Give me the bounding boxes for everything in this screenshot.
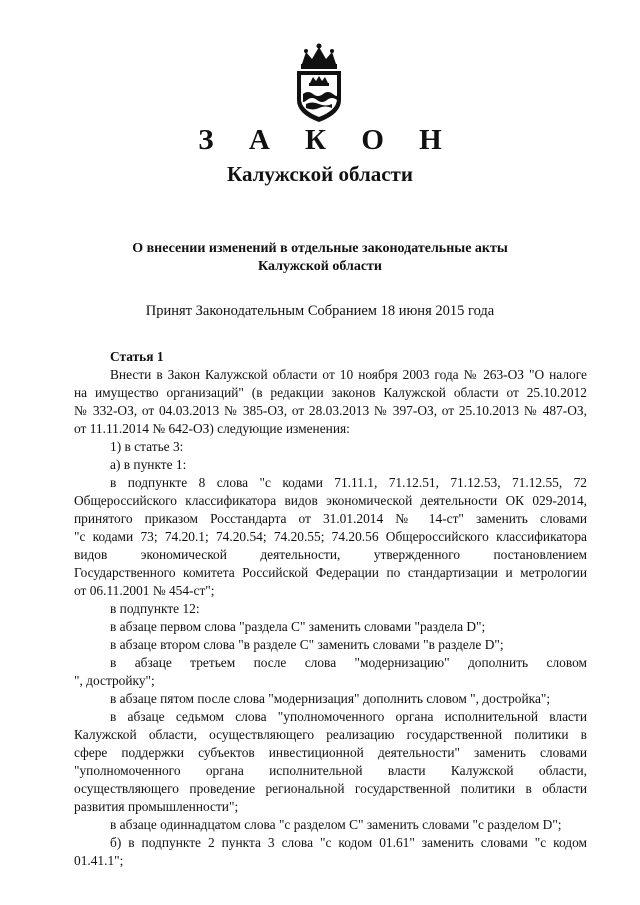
- body-line: Внести в Закон Калужской области от 10 ноября 2003 года № 263-ОЗ "О налоге: [110, 367, 587, 382]
- body-line: в подпункте 8 слова "с кодами 71.11.1, 71.12.51, 71.12.53, 71.12.55, 72: [110, 475, 587, 490]
- body-line: 01.41.1";: [74, 853, 124, 868]
- body-line: от 06.11.2001 № 454-ст";: [74, 583, 215, 598]
- body-line: сфере поддержки субъектов инвестиционной деятельности" заменить словами: [74, 745, 587, 760]
- body-line: б) в подпункте 2 пункта 3 слова "с кодом 01.61" заменить словами "с кодом: [110, 835, 587, 850]
- law-title: З А К О Н: [198, 124, 456, 156]
- body-line: "с кодами 73; 74.20.1; 74.20.54; 74.20.55; 74.20.56 Общероссийского классификатора: [74, 529, 587, 544]
- body-line: а) в пункте 1:: [110, 457, 187, 472]
- body-line: на имущество организаций" (в редакции законов Калужской области от 25.10.2012: [74, 385, 587, 400]
- body-line: ", достройку";: [74, 673, 155, 688]
- body-line: Государственного комитета Российской Федерации по стандартизации и метрологии: [74, 565, 587, 580]
- adoption-statement: Принят Законодательным Собранием 18 июня 2015 года: [145, 303, 495, 319]
- body-line: в абзаце седьмом слова "уполномоченного органа исполнительной власти: [110, 709, 587, 724]
- body-line: в абзаце пятом после слова "модернизация" дополнить словом ", достройка";: [110, 691, 551, 706]
- body-line: развития промышленности";: [74, 799, 239, 814]
- body-line: в абзаце третьем после слова "модернизацию" дополнить словом: [110, 655, 587, 670]
- body-line: осуществляющего проведение региональной государственной политики в области: [74, 781, 587, 796]
- body-line: видов экономической деятельности, утвержденного постановлением: [74, 547, 587, 562]
- body-line: 1) в статье 3:: [110, 439, 184, 454]
- body-line: от 11.11.2014 № 642-ОЗ) следующие изменения:: [74, 421, 350, 436]
- region-name: Калужской области: [227, 162, 413, 186]
- body-line: принятого приказом Росстандарта от 31.01.2014 № 14-ст" заменить словами: [74, 511, 587, 526]
- heading-line: О внесении изменений в отдельные законодательные акты: [132, 241, 508, 256]
- heading-line: Калужской области: [258, 259, 382, 274]
- body-line: Общероссийского классификатора видов экономической деятельности ОК 029-2014,: [74, 493, 587, 508]
- body-line: в абзаце втором слова "в разделе C" заменить словами "в разделе D";: [110, 637, 504, 652]
- document-body: [74, 348, 587, 870]
- body-line: в подпункте 12:: [110, 601, 200, 616]
- body-line: в абзаце первом слова "раздела C" заменить словами "раздела D";: [110, 619, 486, 634]
- article-heading: Статья 1: [110, 349, 164, 364]
- body-line: "уполномоченного органа исполнительной власти Калужской области,: [74, 763, 587, 778]
- coat-of-arms-emblem: [288, 42, 350, 124]
- body-line: Калужской области, осуществляющего реализацию государственной политики в: [74, 727, 587, 742]
- body-line: № 332-ОЗ, от 04.03.2013 № 385-ОЗ, от 28.03.2013 № 397-ОЗ, от 25.10.2013 № 487-ОЗ,: [74, 403, 587, 418]
- document-heading: [0, 240, 640, 276]
- body-line: в абзаце одиннадцатом слова "с разделом C" заменить словами "с разделом D";: [110, 817, 562, 832]
